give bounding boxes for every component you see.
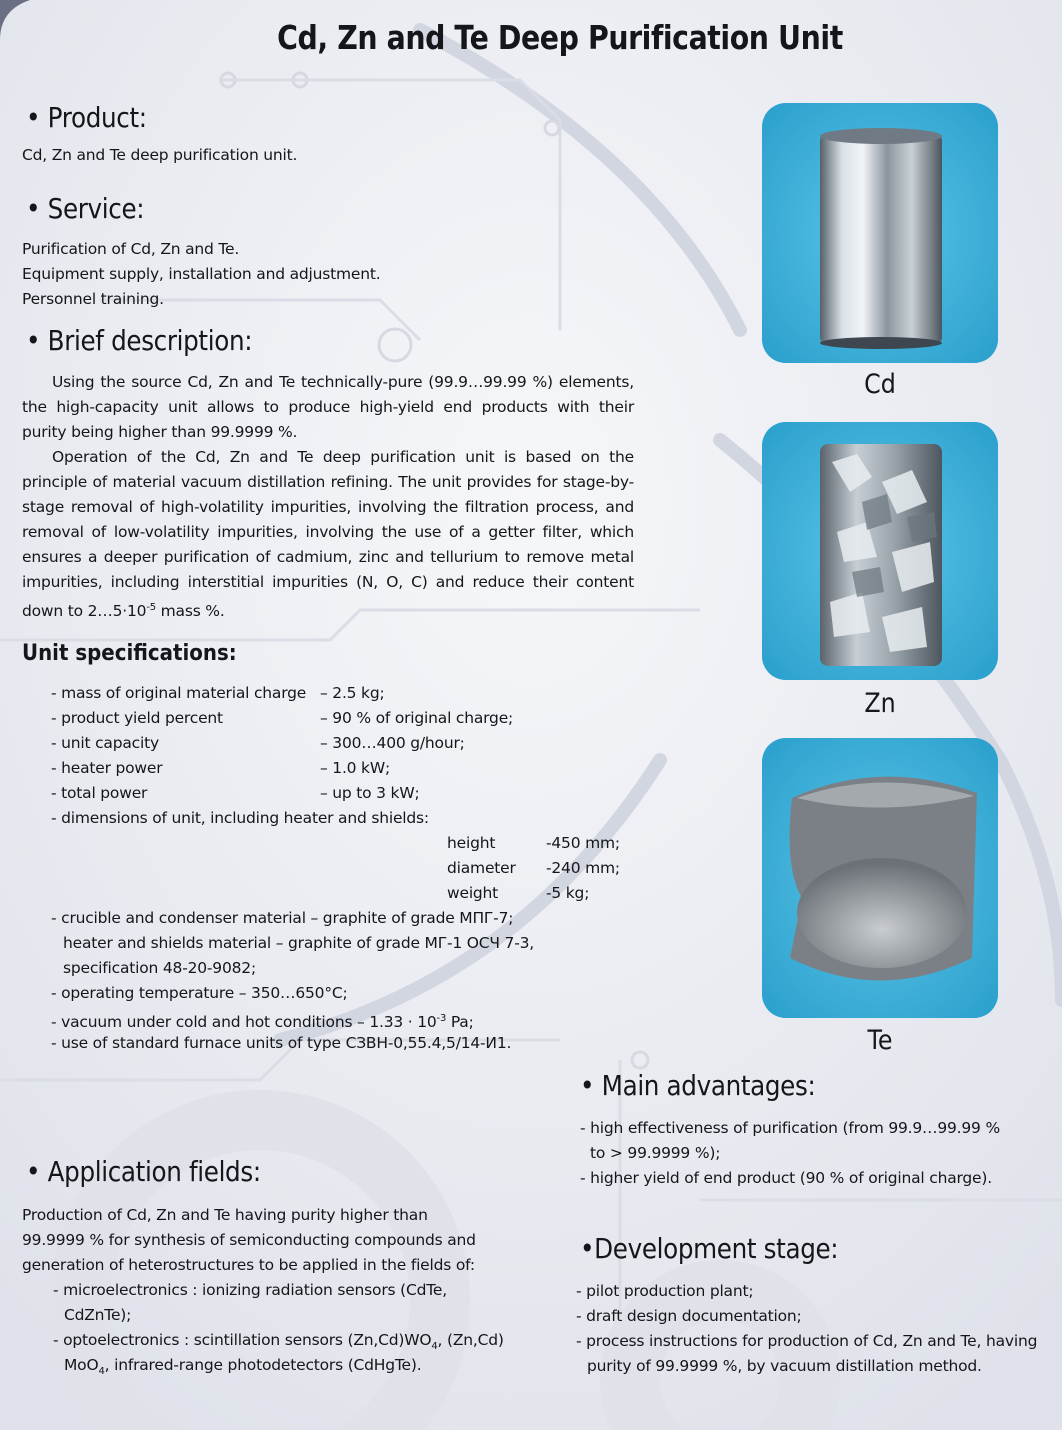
spec-label: - mass of original material charge (51, 684, 307, 702)
application-line (64, 1353, 421, 1384)
application-text: MoO (64, 1356, 99, 1374)
development-heading: •Development stage: (580, 1232, 839, 1265)
spec-value: – 90 % of original charge; (320, 709, 514, 727)
service-line: Equipment supply, installation and adjustment. (22, 265, 381, 283)
spec-label: - heater power (51, 759, 163, 777)
brief-heading: • Brief description: (26, 324, 253, 357)
te-photo (762, 738, 998, 1018)
development-line: purity of 99.9999 %, by vacuum distillation method. (587, 1357, 982, 1375)
application-text: - optoelectronics : scintillation sensors (Zn,Cd)WO (53, 1331, 432, 1349)
zn-caption: Zn (864, 688, 896, 719)
brief-description (22, 370, 634, 624)
application-line: - microelectronics : ionizing radiation sensors (CdTe, (53, 1281, 447, 1299)
application-line: 99.9999 % for synthesis of semiconducting compounds and (22, 1231, 476, 1249)
zn-photo (762, 422, 998, 680)
application-text: , infrared-range photodetectors (CdHgTe). (104, 1356, 422, 1374)
application-line: Production of Cd, Zn and Te having purity higher than (22, 1206, 428, 1224)
development-line: - process instructions for production of Cd, Zn and Te, having (576, 1332, 1038, 1350)
brief-paragraph-end: mass %. (155, 602, 225, 621)
cd-caption: Cd (864, 369, 896, 400)
spec-material: - crucible and condenser material – graphite of grade МПГ-7; (51, 909, 514, 927)
dimension-name: height (447, 834, 496, 852)
advantages-line: - high effectiveness of purification (from 99.9…99.99 % (580, 1119, 1000, 1137)
advantages-line: - higher yield of end product (90 % of original charge). (580, 1169, 992, 1187)
te-caption: Te (867, 1025, 893, 1056)
dimension-name: weight (447, 884, 499, 902)
spec-furnace: - use of standard furnace units of type СЗВН-0,55.4,5/14-И1. (51, 1034, 512, 1052)
dimension-value: -5 kg; (546, 884, 590, 902)
advantages-line: to > 99.9999 %); (590, 1144, 721, 1162)
spec-material: specification 48-20-9082; (63, 959, 256, 977)
product-heading: • Product: (26, 101, 147, 134)
dimension-name: diameter (447, 859, 516, 877)
brief-paragraph (22, 445, 634, 624)
service-line: Personnel training. (22, 290, 164, 308)
application-heading: • Application fields: (26, 1155, 261, 1188)
spec-label: - unit capacity (51, 734, 159, 752)
subscript: 4 (98, 1366, 105, 1378)
development-line: - pilot production plant; (576, 1282, 754, 1300)
development-line: - draft design documentation; (576, 1307, 802, 1325)
spec-value: – up to 3 kW; (320, 784, 420, 802)
subscript: 4 (431, 1341, 438, 1353)
page-title: Cd, Zn and Te Deep Purification Unit (277, 18, 843, 57)
service-heading: • Service: (26, 192, 145, 225)
spec-value: – 2.5 kg; (320, 684, 385, 702)
advantages-heading: • Main advantages: (580, 1069, 816, 1102)
spec-material: heater and shields material – graphite of grade МГ-1 ОСЧ 7-3, (63, 934, 534, 952)
cd-photo (762, 103, 998, 363)
service-line: Purification of Cd, Zn and Te. (22, 240, 240, 258)
spec-vacuum-text: - vacuum under cold and hot conditions – 1.33 · 10 (51, 1013, 437, 1032)
exponent: -5 (146, 602, 156, 613)
spec-value: – 300…400 g/hour; (320, 734, 465, 752)
spec-value: – 1.0 kW; (320, 759, 390, 777)
spec-vacuum-unit: Pa; (446, 1013, 474, 1032)
exponent: -3 (436, 1013, 447, 1024)
brief-paragraph: Using the source Cd, Zn and Te technically-pure (99.9…99.99 %) elements, the high-capacity unit allows to produce high-yield end products with their purity being higher than 99.9999 %. (22, 373, 634, 441)
application-line: CdZnTe); (64, 1306, 132, 1324)
application-text: , (Zn,Cd) (437, 1331, 504, 1349)
brief-paragraph-text: Operation of the Cd, Zn and Te deep purification unit is based on the principle of material vacuum distillation refining. The unit provides for stage-by-stage removal of high-volatility impurities, involving the filtration process, and removal of low-volatility impurities, involving the use of a getter filter, which ensures a deeper purification of cadmium, zinc and tellurium to remove metal impurities, including interstitial impurities (N, O, C) and reduce their content down to 2…5·10 (22, 448, 634, 621)
dimension-value: -450 mm; (546, 834, 620, 852)
product-text: Cd, Zn and Te deep purification unit. (22, 146, 298, 164)
specs-heading: Unit specifications: (22, 641, 237, 666)
spec-temperature: - operating temperature – 350…650°C; (51, 984, 348, 1002)
spec-label: - product yield percent (51, 709, 223, 727)
application-line: generation of heterostructures to be applied in the fields of: (22, 1256, 475, 1274)
spec-label: - dimensions of unit, including heater and shields: (51, 809, 429, 827)
spec-label: - total power (51, 784, 148, 802)
dimension-value: -240 mm; (546, 859, 620, 877)
